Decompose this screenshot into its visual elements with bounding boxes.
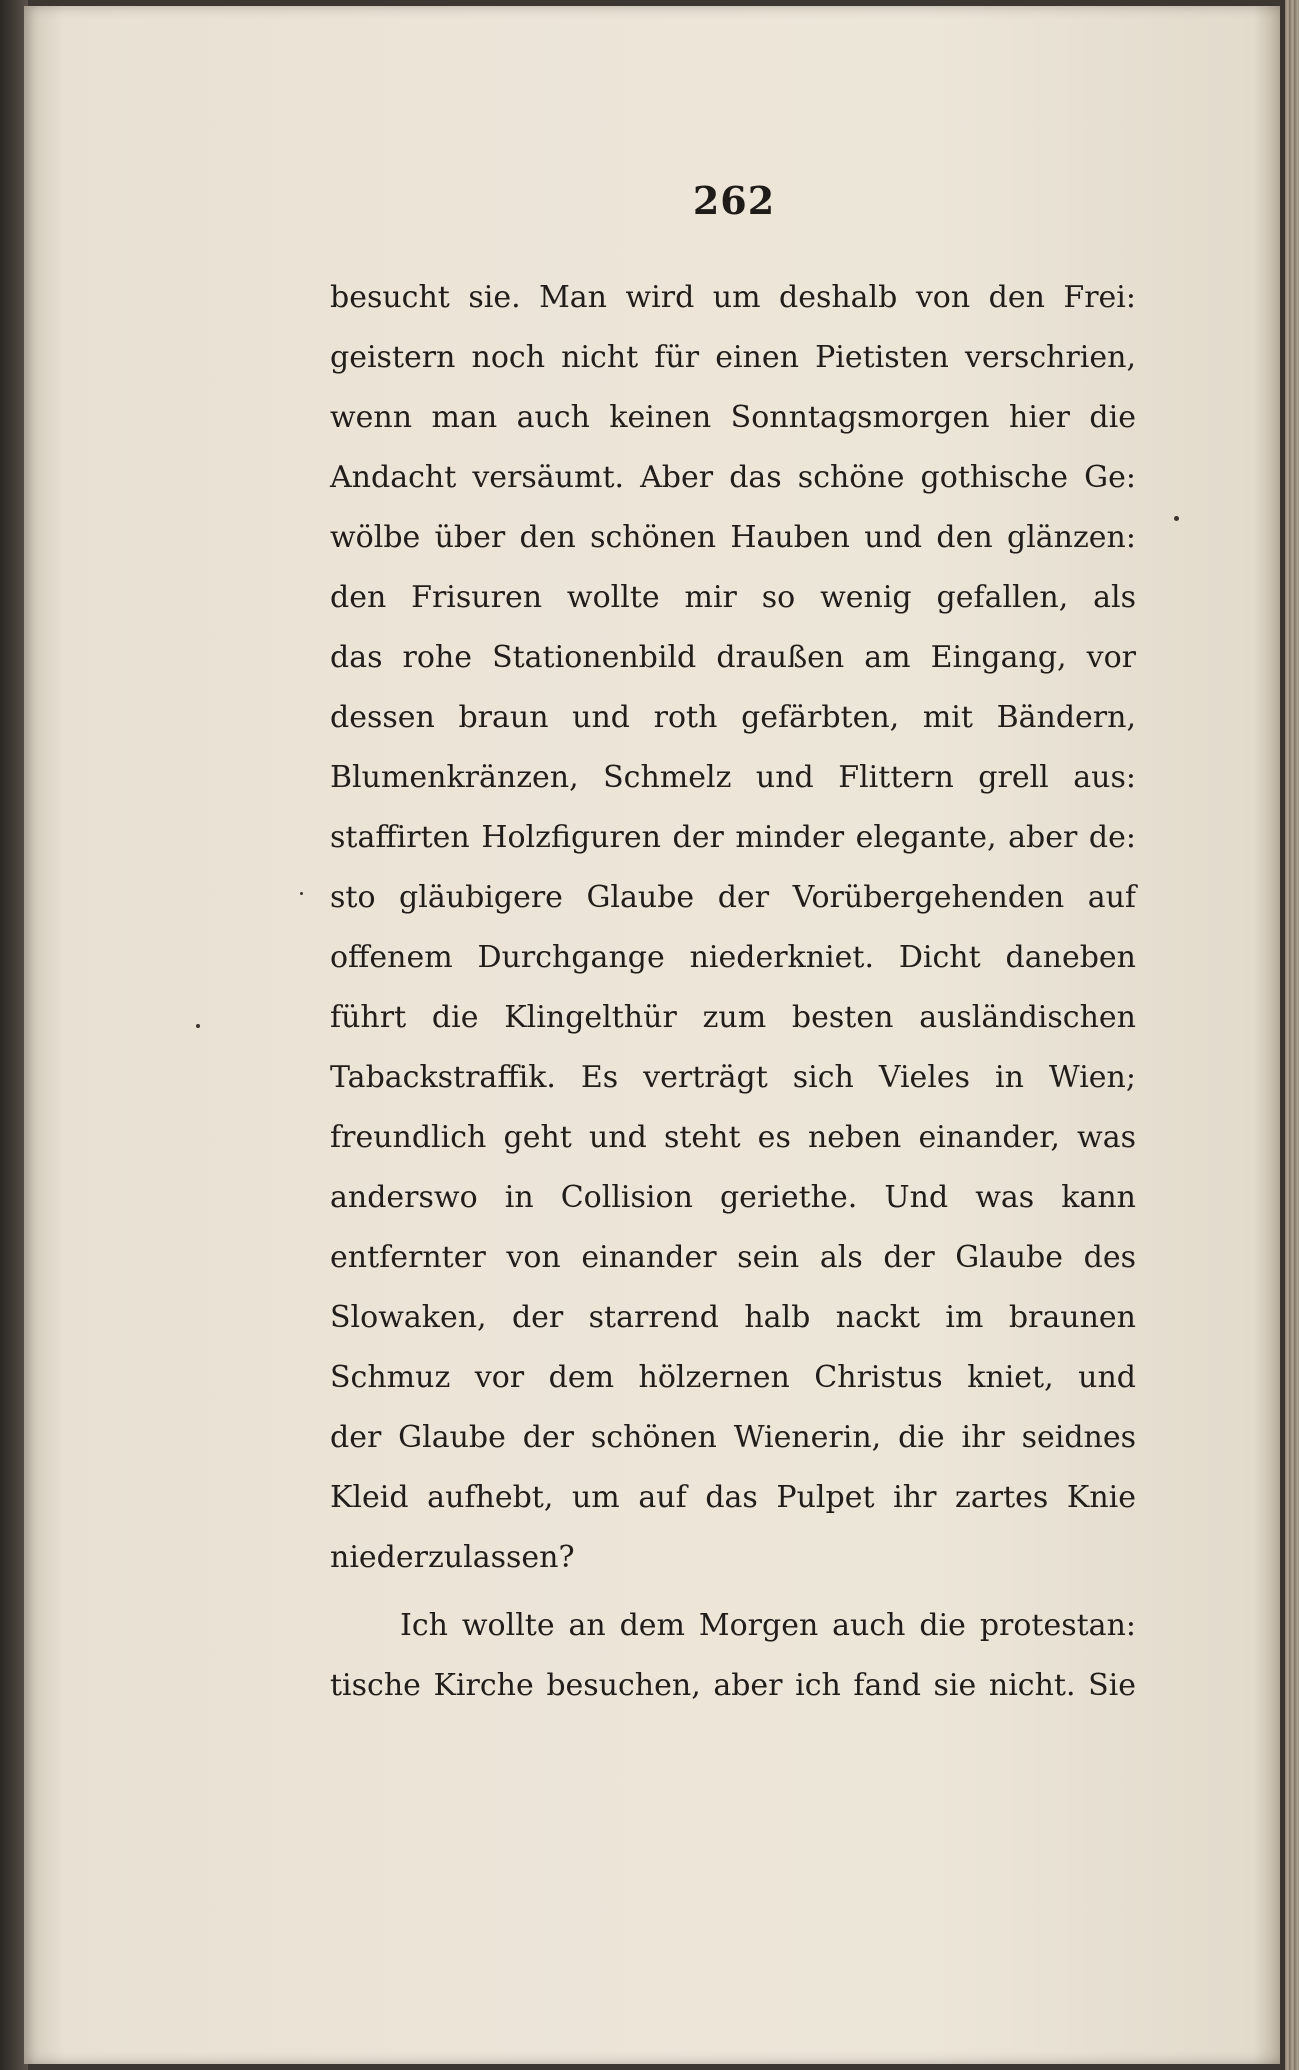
text-line: sto gläubigere Glaube der Vorübergehenden auf — [330, 880, 1136, 915]
text-line: niederzulassen? — [330, 1540, 575, 1575]
page-number: 262 — [692, 178, 776, 223]
text-line: Blumenkränzen, Schmelz und Flittern grell aus: — [330, 760, 1136, 795]
text-line: Schmuz vor dem hölzernen Christus kniet, und — [330, 1360, 1136, 1395]
text-line: der Glaube der schönen Wienerin, die ihr seidnes — [330, 1420, 1136, 1455]
text-line: Tabackstraffik. Es verträgt sich Vieles in Wien; — [330, 1060, 1136, 1095]
ink-speck — [196, 1024, 200, 1028]
text-line: Andacht versäumt. Aber das schöne gothische Ge: — [330, 460, 1136, 495]
text-line: den Frisuren wollte mir so wenig gefallen, als — [330, 580, 1136, 615]
text-line: dessen braun und roth gefärbten, mit Bändern, — [330, 700, 1136, 735]
text-line: das rohe Stationenbild draußen am Eingang, vor — [330, 640, 1136, 675]
text-line: staffirten Holzfiguren der minder elegante, aber de: — [330, 820, 1136, 855]
ink-speck — [300, 892, 303, 895]
text-line: geistern noch nicht für einen Pietisten verschrien, — [330, 340, 1136, 375]
page-edges — [1285, 0, 1299, 2070]
text-line: Slowaken, der starrend halb nackt im braunen — [330, 1300, 1136, 1335]
text-line: freundlich geht und steht es neben einander, was — [330, 1120, 1136, 1155]
text-line: anderswo in Collision geriethe. Und was kann — [330, 1180, 1136, 1215]
text-line: entfernter von einander sein als der Glaube des — [330, 1240, 1136, 1275]
ink-speck — [1174, 516, 1179, 521]
body-text — [330, 268, 1136, 1716]
text-line: wölbe über den schönen Hauben und den glänzen: — [330, 520, 1136, 555]
text-line: Ich wollte an dem Morgen auch die protestan: — [400, 1608, 1136, 1643]
text-line: führt die Klingelthür zum besten ausländischen — [330, 1000, 1136, 1035]
book-page — [24, 6, 1280, 2064]
text-line: wenn man auch keinen Sonntagsmorgen hier die — [330, 400, 1136, 435]
text-line: offenem Durchgange niederkniet. Dicht daneben — [330, 940, 1136, 975]
paragraph-gap — [330, 1588, 1136, 1596]
text-line: tische Kirche besuchen, aber ich fand sie nicht. Sie — [330, 1668, 1136, 1703]
text-line: besucht sie. Man wird um deshalb von den Frei: — [330, 280, 1136, 315]
text-line: Kleid aufhebt, um auf das Pulpet ihr zartes Knie — [330, 1480, 1136, 1515]
